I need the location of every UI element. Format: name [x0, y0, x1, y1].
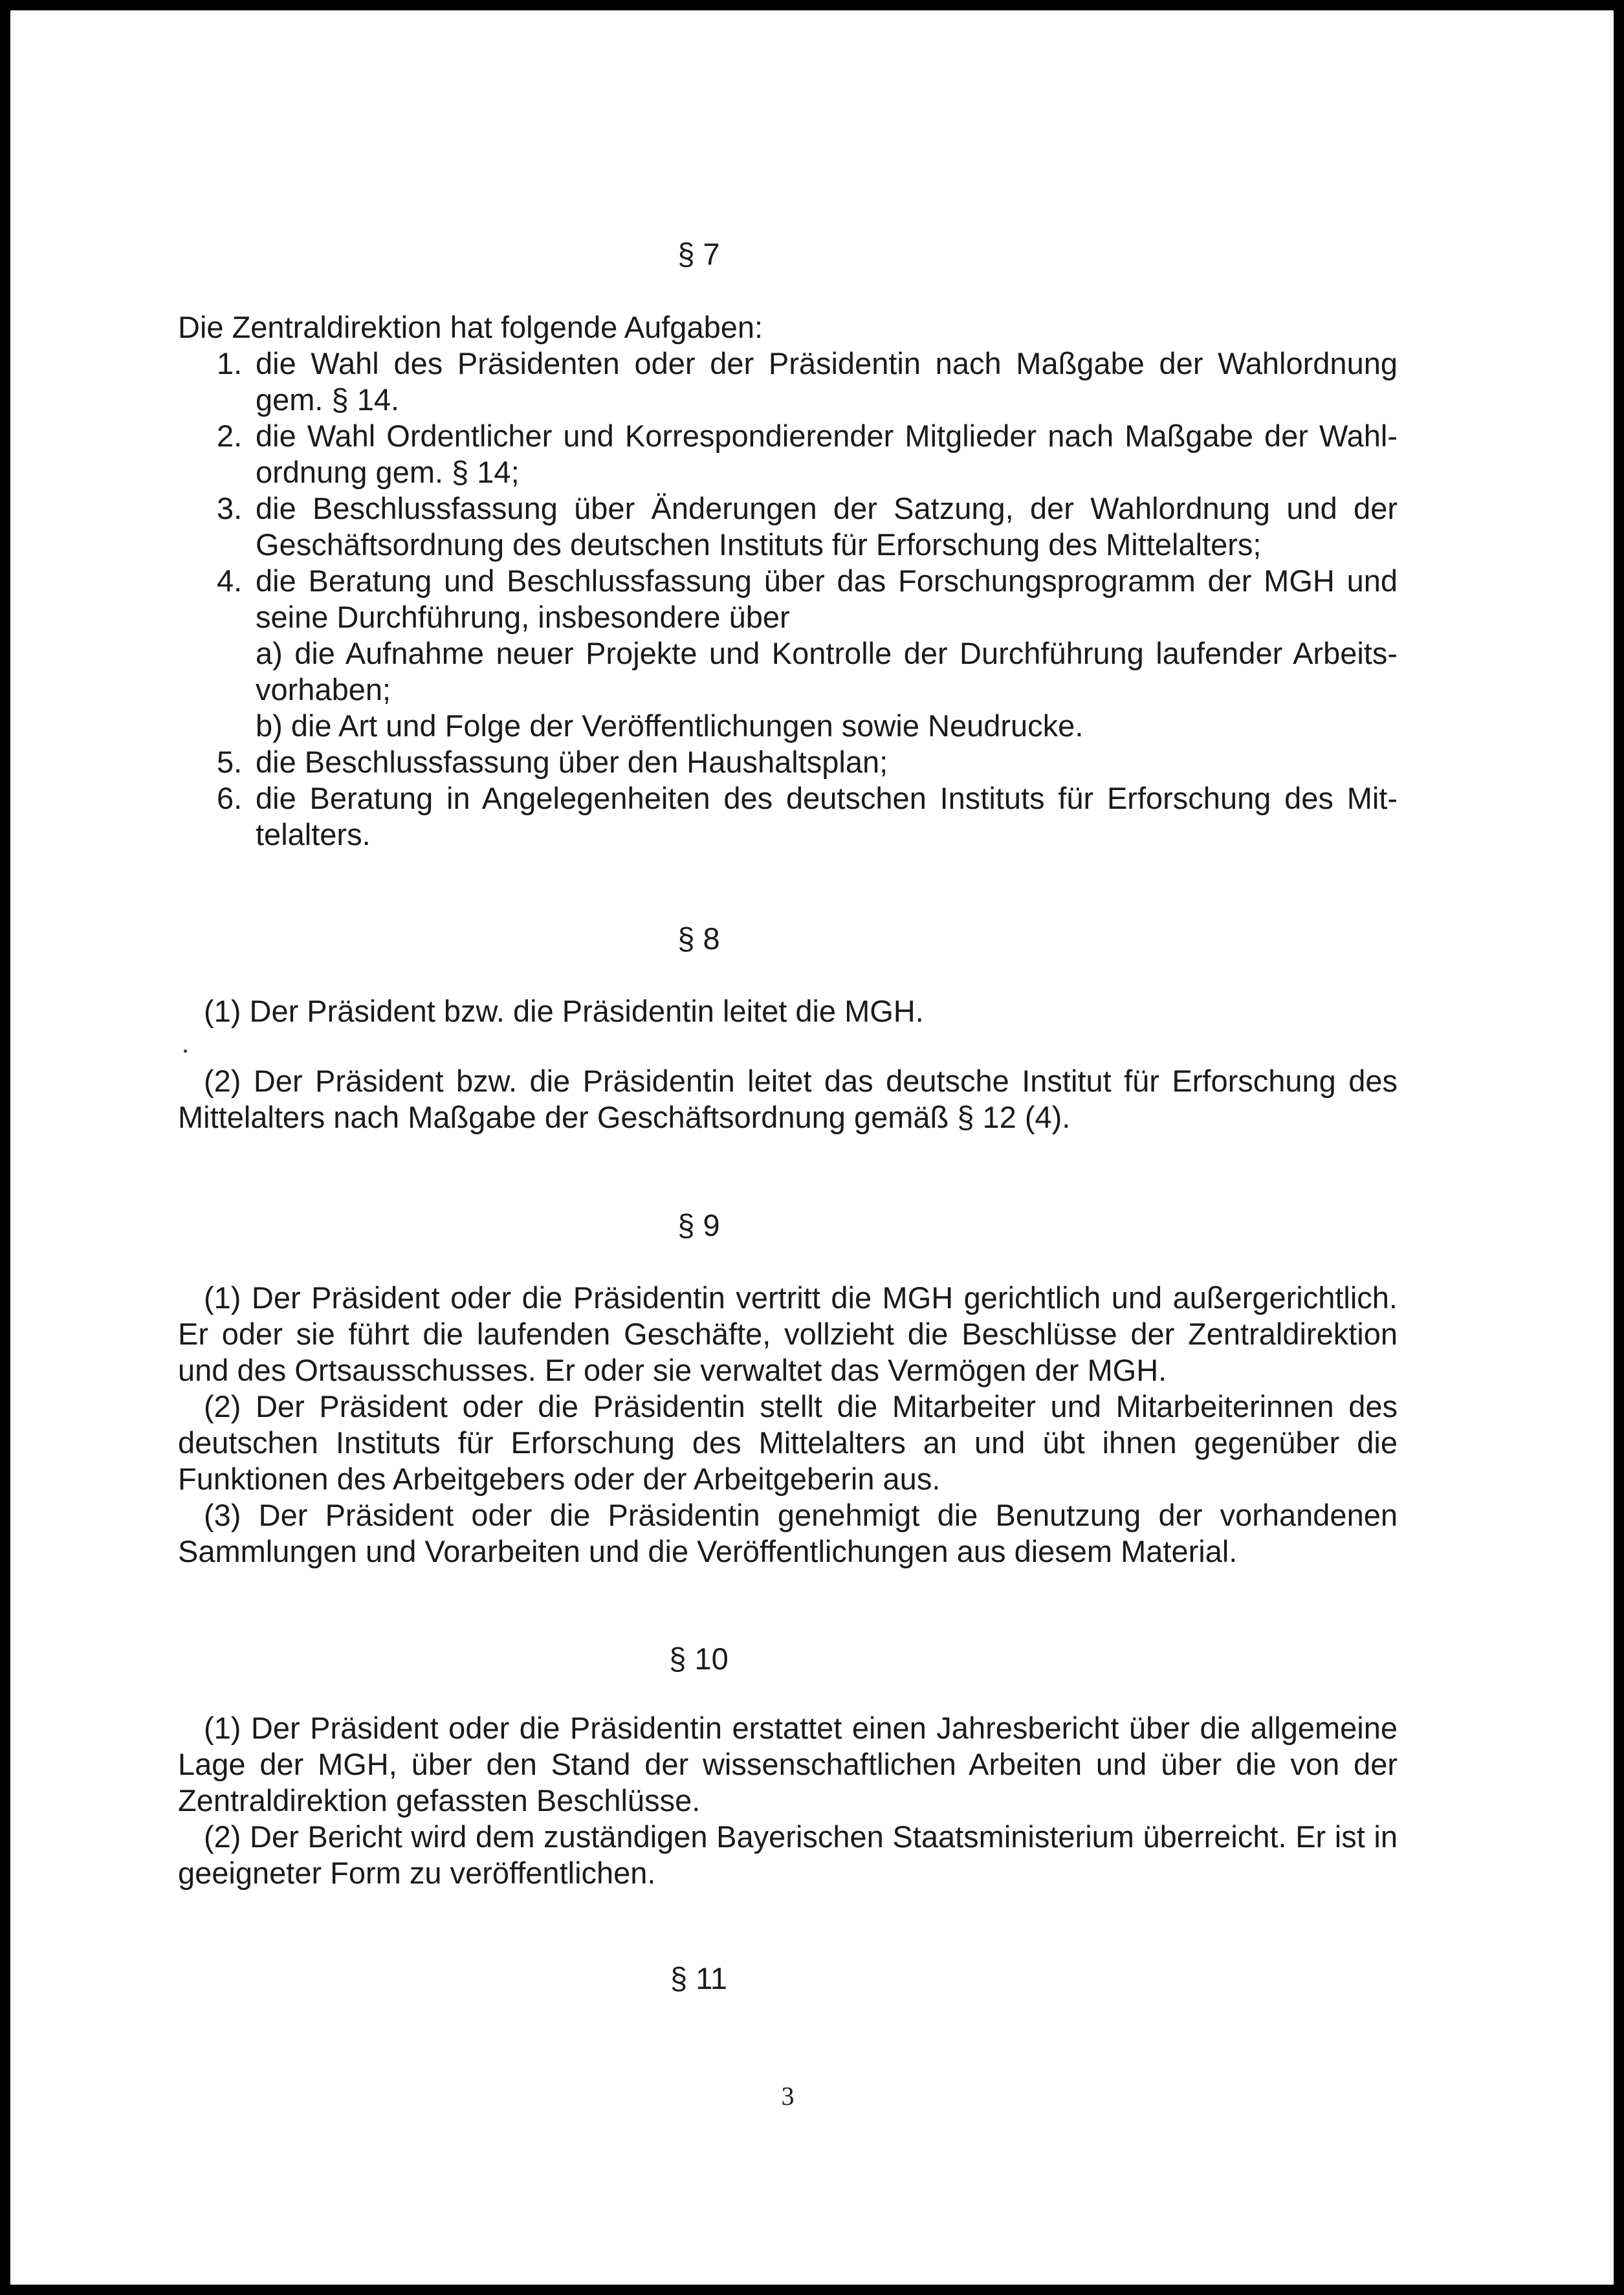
section-8-heading: § 8 — [677, 921, 720, 956]
list-item-number: 4. — [217, 564, 243, 598]
paragraph: (1) Der Präsident oder die Präsidentin erstattet einen Jahresbericht über die allgemeine Lage der MGH, über den Stand der wissenschaftlichen Arbeiten und über die von der Zentraldirektion gefassten Beschlüsse. — [178, 1711, 1398, 1817]
paragraph: (2) Der Präsident bzw. die Präsidentin leitet das deutsche Institut für Erforschung des Mittelalters nach Maßgabe der Geschäftsordnung gemäß § 12 (4). — [178, 1064, 1398, 1134]
paragraph: (2) Der Bericht wird dem zuständigen Bayerischen Staatsministerium überreicht. Er ist in geeigneter Form zu veröffentlichen. — [178, 1819, 1398, 1890]
section-10-heading: § 10 — [669, 1642, 729, 1676]
section-8-paragraph-2 — [178, 1063, 1398, 1136]
page-number: 3 — [781, 2081, 795, 2111]
list-item-number: 5. — [217, 745, 243, 779]
section-10-body — [178, 1710, 1398, 1891]
list-item — [178, 346, 1398, 418]
list-item-text: die Wahl des Präsidenten oder der Präsidentin nach Maßgabe der Wahlordnung gem. § 14. — [256, 346, 1398, 417]
list-item-text: die Wahl Ordentlicher und Korrespondierender Mitglieder nach Maßgabe der Wahl-ordnung gem. § 14; — [256, 419, 1398, 489]
list-item-text: die Beschlussfassung über Änderungen der Satzung, der Wahlordnung und der Geschäftsordnung des deutschen Instituts für Erforschung des Mittelalters; — [256, 491, 1398, 562]
section-7-body — [178, 309, 1398, 853]
section-7-intro: Die Zentraldirektion hat folgende Aufgaben: — [178, 310, 763, 344]
section-7-task-list — [178, 346, 1398, 853]
stray-mark — [184, 1049, 187, 1053]
section-9-body — [178, 1280, 1398, 1570]
section-8-paragraph-1 — [178, 993, 1398, 1029]
list-item-number: 6. — [217, 781, 243, 815]
list-subitem-b: b) die Art und Folge der Veröffentlichungen sowie Neudrucke. — [256, 708, 1084, 743]
list-item — [178, 744, 1398, 780]
list-item — [178, 780, 1398, 853]
list-item — [178, 563, 1398, 744]
section-7-heading: § 7 — [677, 237, 720, 271]
list-item-text: die Beratung in Angelegenheiten des deutschen Instituts für Erforschung des Mit-telalters. — [256, 781, 1398, 851]
list-item — [178, 490, 1398, 563]
list-subitem-a: a) die Aufnahme neuer Projekte und Kontrolle der Durchführung laufender Arbeits-vorhaben; — [256, 636, 1398, 707]
list-item-number: 1. — [217, 346, 243, 380]
section-11-heading: § 11 — [670, 1961, 727, 1995]
list-item-number: 2. — [217, 419, 243, 453]
list-item — [178, 418, 1398, 490]
section-9-heading: § 9 — [677, 1208, 720, 1242]
paragraph: (1) Der Präsident oder die Präsidentin vertritt die MGH gerichtlich und außergerichtlich. Er oder sie führt die laufenden Geschäfte, vollzieht die Beschlüsse der Zentraldirektion und des Ortsausschusses. Er oder sie verwaltet das Vermögen der MGH. — [178, 1280, 1398, 1387]
paragraph: (1) Der Präsident bzw. die Präsidentin leitet die MGH. — [204, 994, 924, 1028]
list-item-number: 3. — [217, 491, 243, 525]
list-item-text: die Beratung und Beschlussfassung über das Forschungsprogramm der MGH und seine Durchführung, insbesondere über — [256, 564, 1398, 634]
paragraph: (3) Der Präsident oder die Präsidentin genehmigt die Benutzung der vorhandenen Sammlungen und Vorarbeiten und die Veröffentlichungen aus diesem Material. — [178, 1498, 1398, 1568]
list-item-text: die Beschlussfassung über den Haushaltsplan; — [256, 745, 888, 779]
paragraph: (2) Der Präsident oder die Präsidentin stellt die Mitarbeiter und Mitarbeiterinnen des deutschen Instituts für Erforschung des Mittelalters an und übt ihnen gegenüber die Funktionen des Arbeitgebers oder der Arbeitgeberin aus. — [178, 1389, 1398, 1496]
